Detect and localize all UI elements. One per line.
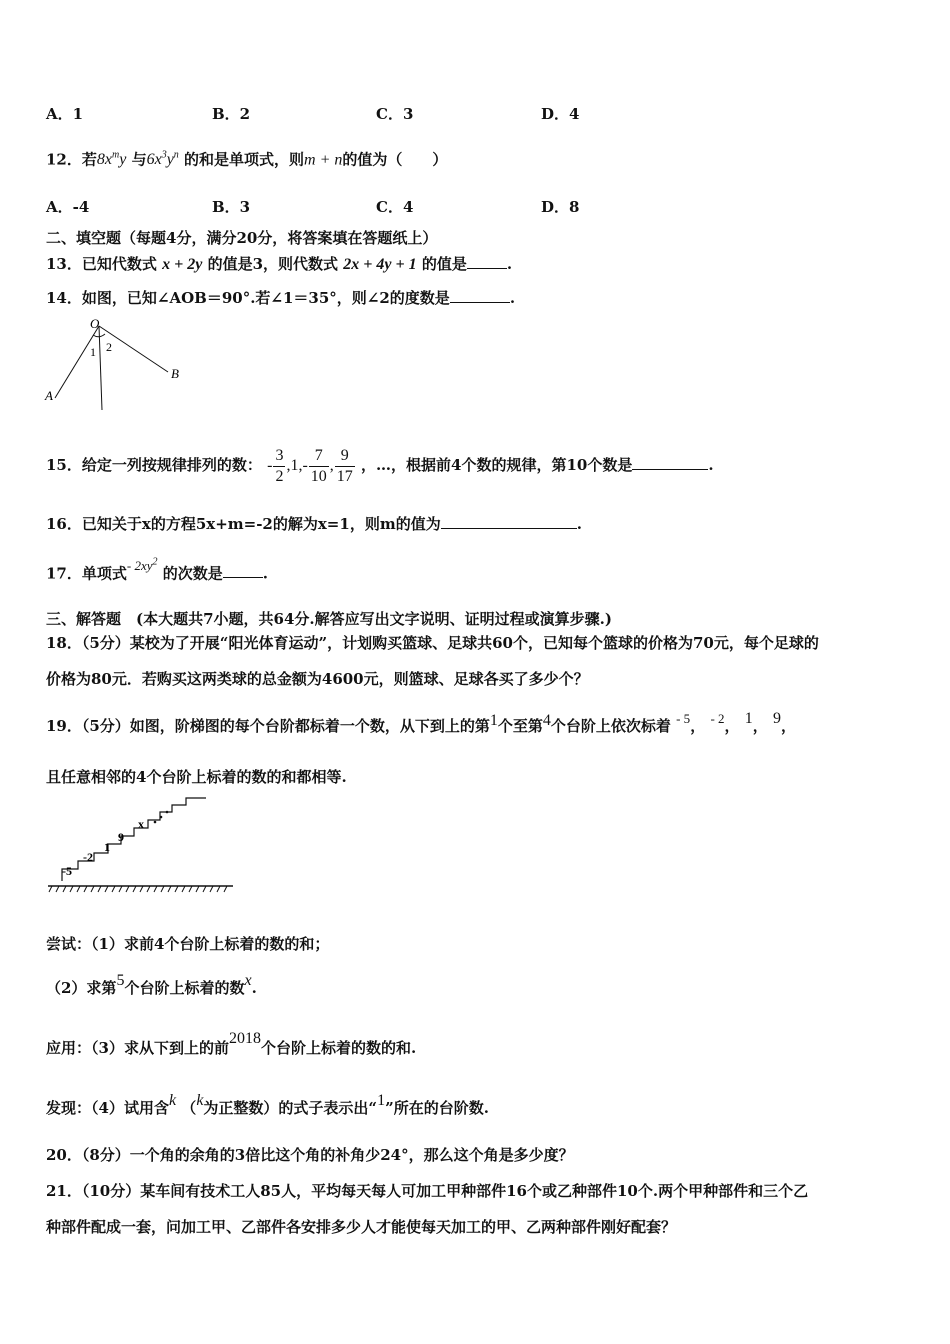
- q15-answer-blank[interactable]: [632, 455, 708, 470]
- label-angle-1: 1: [90, 345, 96, 359]
- q14-stem: 14．如图，已知∠AOB＝90°.若∠1＝35°，则∠2的度数是 .: [46, 289, 516, 307]
- q12-text1: 的和是单项式，则: [184, 150, 305, 169]
- section2-title: 二、填空题（每题4分，满分20分，将答案填在答题纸上）: [46, 229, 438, 247]
- q19-discover: 发现：（4）试用含k （k为正整数）的式子表示出“1”所在的台阶数.: [46, 1092, 489, 1117]
- q12-text2: 的值为（ ）: [342, 150, 448, 169]
- q12-option-d: D．8: [541, 198, 580, 216]
- q21-line2: 种部件配成一套，问加工甲、乙部件各安排多少人才能使每天加工的甲、乙两种部件刚好配套？: [46, 1218, 677, 1236]
- q19-try1: 尝试：（1）求前4个台阶上标着的数的和；: [46, 935, 330, 953]
- step-label-1: -5: [62, 864, 72, 878]
- q16-answer-blank[interactable]: [441, 514, 577, 529]
- ground-hatch: [49, 886, 227, 892]
- label-a: A: [45, 388, 53, 403]
- step-label-2: -2: [83, 850, 93, 864]
- q12-expr1: $8x^my$: [96, 150, 127, 169]
- staircase-figure: [48, 793, 238, 901]
- q13-answer-blank[interactable]: [467, 254, 507, 269]
- q19-try2: （2）求第5个台阶上标着的数x.: [46, 972, 257, 997]
- ellipsis-dot: [166, 811, 169, 814]
- q21-line1: 21．（10分）某车间有技术工人85人，平均每天每人可加工甲种部件16个或乙种部件10个.两个甲种部件和三个乙: [46, 1182, 809, 1200]
- q19-stem: 19．（5分）如图，阶梯图的每个台阶都标着一个数，从下到上的第1个至第4个台阶上依次标着 - 5， - 2， 1， 9，: [46, 710, 797, 735]
- q17-answer-blank[interactable]: [223, 563, 263, 578]
- q11-option-c: C．3: [376, 105, 414, 123]
- q12-option-c: C．4: [376, 198, 414, 216]
- q12-option-b: B．3: [212, 198, 251, 216]
- ray-middle: [99, 326, 102, 410]
- q17-stem: 17．单项式- $2xy^2$ 的次数是 .: [46, 557, 268, 583]
- fraction-9-17: $\frac{9}{17}$: [336, 446, 353, 485]
- section3-title: 三、解答题 (本大题共7小题，共64分.解答应写出文字说明、证明过程或演算步骤.): [46, 610, 612, 628]
- q12-number: 12．若: [46, 150, 97, 169]
- fraction-7-10: $\frac{7}{10}$: [310, 446, 327, 485]
- q15-stem: 15．给定一列按规律排列的数： - $\frac{3}{2}$ ,1,- $\frac{7}{10}$ , $\frac{9}{17}$ ，…，根据前4个数的规律，第10个数是 .: [46, 446, 714, 485]
- q12-and: 与: [131, 150, 147, 169]
- q12-expr2: $6x^3y^n$: [146, 150, 179, 169]
- q12-stem: [46, 146, 447, 170]
- q12-expr3: m + n: [304, 151, 343, 169]
- q14-answer-blank[interactable]: [450, 288, 510, 303]
- q18-line2: 价格为80元．若购买这两类球的总金额为4600元，则篮球、足球各买了多少个？: [46, 670, 589, 688]
- ellipsis-dot: [154, 821, 157, 824]
- step-label-4: 9: [118, 830, 124, 844]
- q17-monomial: - $2xy^2$: [126, 557, 158, 574]
- q16-stem: 16．已知关于x的方程5x+m=-2的解为x=1，则m的值为 .: [46, 515, 582, 533]
- q12-option-a: A．-4: [46, 198, 90, 216]
- q11-option-a: A．1: [46, 105, 84, 123]
- fraction-3-2: $\frac{3}{2}$: [275, 446, 284, 485]
- q11-option-d: D．4: [541, 105, 580, 123]
- label-b: B: [171, 366, 179, 381]
- q19-apply: 应用：（3）求从下到上的前2018个台阶上标着的数的和.: [46, 1030, 417, 1057]
- ray-oa: [55, 326, 99, 398]
- q18-line1: 18．（5分）某校为了开展“阳光体育运动”，计划购买篮球、足球共60个，已知每个篮球的价格为70元，每个足球的: [46, 634, 819, 652]
- ellipsis-dot: [160, 816, 163, 819]
- staircase-steps: [62, 798, 206, 881]
- label-o: O: [90, 316, 100, 331]
- step-label-5: x: [138, 817, 144, 831]
- angle-figure: [40, 314, 190, 414]
- q13-stem: 13．已知代数式 x + 2y 的值是3，则代数式 2x + 4y + 1 的值是 .: [46, 255, 513, 273]
- step-label-3: 1: [104, 840, 110, 854]
- label-angle-2: 2: [106, 340, 112, 354]
- q11-option-b: B．2: [212, 105, 251, 123]
- q19-line2: 且任意相邻的4个台阶上标着的数的和都相等.: [46, 768, 347, 786]
- q20-stem: 20．（8分）一个角的余角的3倍比这个角的补角少24°，那么这个角是多少度？: [46, 1146, 574, 1164]
